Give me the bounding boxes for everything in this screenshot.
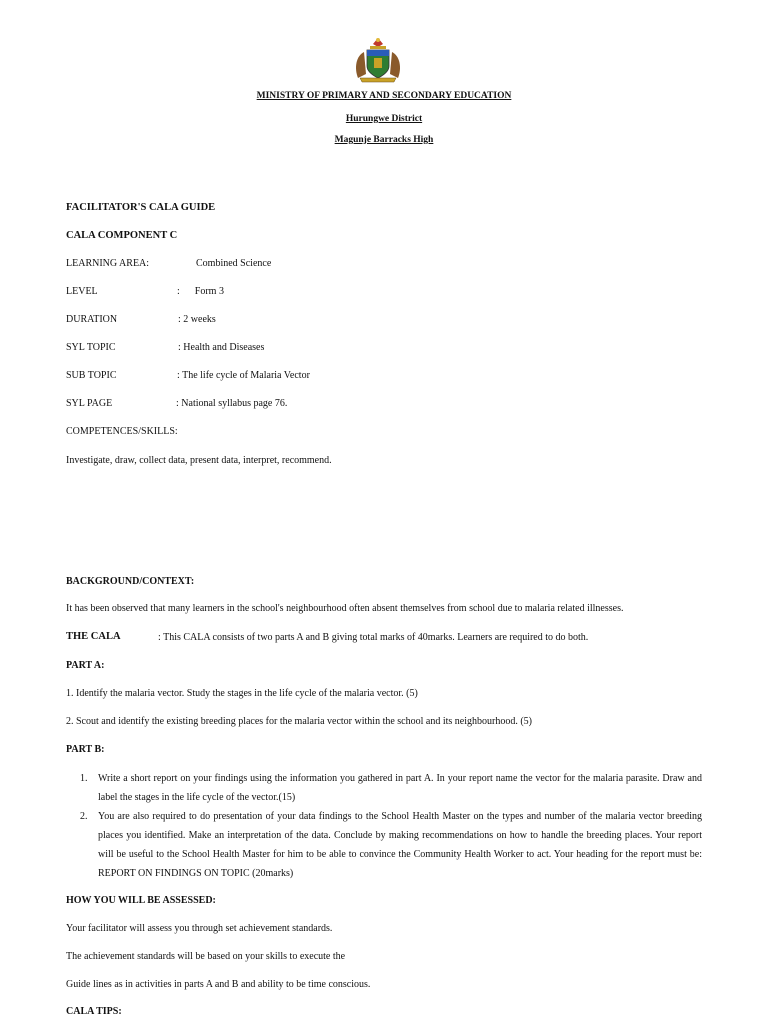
cala-tips-heading: CALA TIPS: (66, 1006, 122, 1017)
the-cala-label: THE CALA (66, 631, 121, 642)
field-label-learning-area: LEARNING AREA: (66, 258, 150, 269)
competences-text: Investigate, draw, collect data, present data, interpret, recommend. (66, 455, 332, 466)
part-b-heading: PART B: (66, 744, 105, 755)
part-b-item-2-text: You are also required to do presentation of your data findings to the School Health Master on the types and number of the malaria vector breeding places you identified. Make an interpretation of the data. Conclude by making recommendations on how to handle the breeding places. Your report will be useful to the School Health Master for him to be able to convince the Community Health Worker to act. Your heading for the report must be: REPORT ON FINDINGS ON TOPIC (20marks) (98, 811, 702, 879)
school-heading: Magunje Barracks High (334, 135, 434, 145)
assessment-line-3: Guide lines as in activities in parts A and B and ability to be time conscious. (66, 979, 371, 990)
field-label-syl-topic: SYL TOPIC (66, 342, 116, 353)
cala-component: CALA COMPONENT C (66, 230, 178, 241)
field-value-syl-topic: : Health and Diseases (178, 342, 265, 353)
field-value-learning-area: Combined Science (196, 258, 272, 269)
ministry-heading: MINISTRY OF PRIMARY AND SECONDARY EDUCATION (256, 91, 512, 101)
assessment-heading: HOW YOU WILL BE ASSESSED: (66, 895, 216, 906)
document-title: FACILITATOR'S CALA GUIDE (66, 202, 216, 213)
part-a-item-2: 2. Scout and identify the existing breeding places for the malaria vector within the school and its neighbourhood. (5) (66, 716, 532, 727)
competences-label: COMPETENCES/SKILLS: (66, 426, 178, 437)
coat-of-arms-emblem (352, 34, 404, 84)
field-value-syl-page: : National syllabus page 76. (176, 398, 288, 409)
background-text: It has been observed that many learners in the school's neighbourhood often absent themselves from school due to malaria related illnesses. (66, 603, 624, 614)
part-b-list (80, 769, 702, 883)
field-value-level: : Form 3 (177, 286, 224, 297)
field-value-duration: : 2 weeks (178, 314, 216, 325)
field-label-sub-topic: SUB TOPIC (66, 370, 117, 381)
part-a-item-1: 1. Identify the malaria vector. Study the stages in the life cycle of the malaria vector. (5) (66, 688, 418, 699)
part-b-item-1-number: 1. (80, 773, 88, 784)
district-heading: Hurungwe District (345, 114, 423, 124)
part-a-heading: PART A: (66, 660, 105, 671)
field-value-sub-topic: : The life cycle of Malaria Vector (177, 370, 310, 381)
assessment-line-2: The achievement standards will be based on your skills to execute the (66, 951, 346, 962)
field-label-syl-page: SYL PAGE (66, 398, 113, 409)
field-label-level: LEVEL (66, 286, 98, 297)
field-label-duration: DURATION (66, 314, 118, 325)
the-cala-text: : This CALA consists of two parts A and B giving total marks of 40marks. Learners are required to do both. (158, 632, 589, 643)
part-b-item-1 (80, 769, 702, 807)
part-b-item-1-text: Write a short report on your findings using the information you gathered in part A. In your report name the vector for the malaria parasite. Draw and label the stages in the life cycle of the vector.(15) (98, 773, 702, 803)
part-b-item-2 (80, 807, 702, 883)
part-b-item-2-number: 2. (80, 811, 88, 822)
assessment-line-1: Your facilitator will assess you through set achievement standards. (66, 923, 333, 934)
background-heading: BACKGROUND/CONTEXT: (66, 576, 195, 587)
